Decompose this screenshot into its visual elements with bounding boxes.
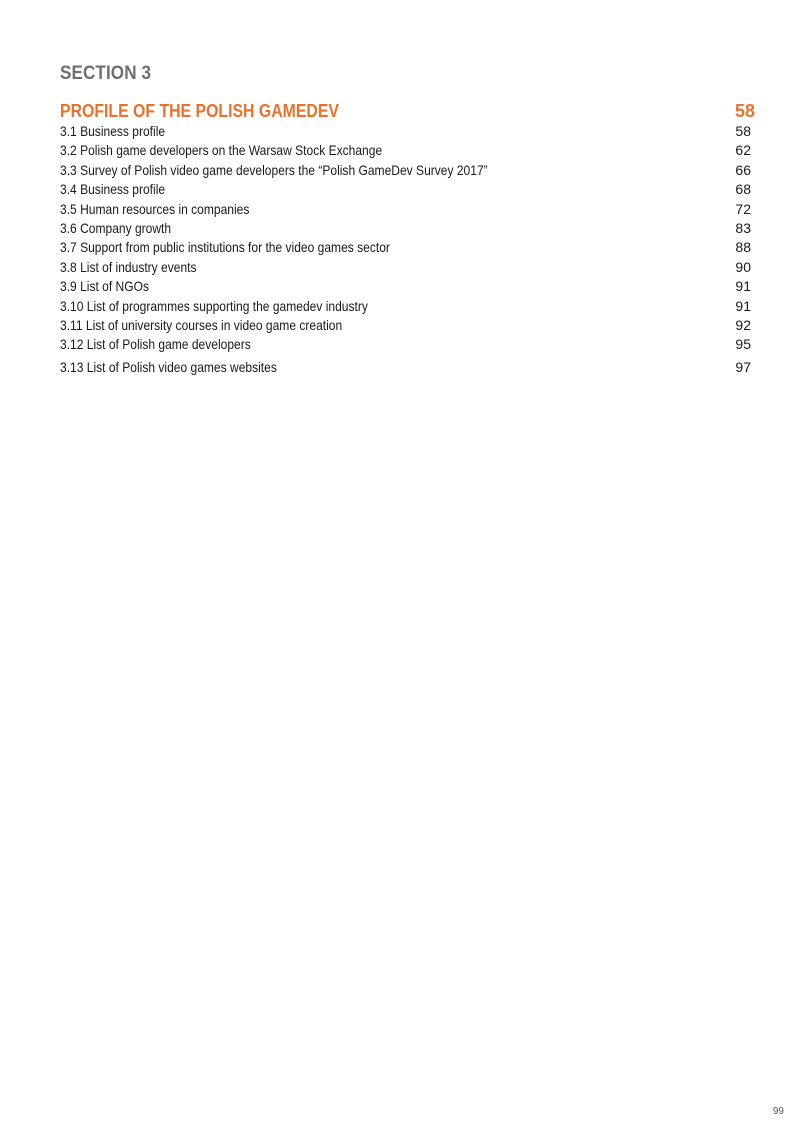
toc-entry[interactable] [60, 277, 751, 296]
section-label: SECTION 3 [60, 63, 152, 84]
toc-entry-page: 62 [735, 142, 751, 159]
toc-entry-page: 95 [735, 336, 751, 353]
toc-entry-title: 3.12 List of Polish game developers [60, 336, 251, 353]
toc-entry-page: 66 [735, 161, 751, 178]
toc-entry-title: 3.6 Company growth [60, 219, 172, 236]
toc-entry-page: 58 [735, 123, 751, 139]
toc-entry-title: 3.2 Polish game developers on the Warsaw Stock Exchange [60, 142, 383, 159]
toc-entry-title: 3.5 Human resources in companies [60, 200, 250, 217]
page-number: 99 [772, 1106, 784, 1117]
toc-entry-page: 92 [735, 316, 751, 333]
toc-entry-title: 3.10 List of programmes supporting the gamedev industry [60, 297, 368, 314]
toc-entry[interactable] [60, 297, 751, 316]
toc-entry-title: 3.3 Survey of Polish video game developers the “Polish GameDev Survey 2017” [60, 161, 488, 178]
toc-entry-page: 91 [735, 278, 751, 295]
table-of-contents [60, 122, 751, 377]
toc-entry-title: 3.7 Support from public institutions for the video games sector [60, 239, 390, 256]
toc-entry-title: 3.4 Business profile [60, 181, 166, 198]
toc-entry[interactable] [60, 219, 751, 238]
section-heading-title: PROFILE OF THE POLISH GAMEDEV [60, 101, 339, 121]
toc-entry-title: 3.8 List of industry events [60, 258, 197, 275]
toc-entry-page: 88 [735, 239, 751, 256]
toc-entry-title: 3.9 List of NGOs [60, 278, 149, 295]
toc-entry[interactable] [60, 258, 751, 277]
toc-entry-page: 91 [735, 297, 751, 314]
toc-entry[interactable] [60, 358, 751, 377]
section-heading[interactable] [60, 100, 755, 122]
toc-entry[interactable] [60, 200, 751, 219]
toc-entry[interactable] [60, 161, 751, 180]
toc-entry-page: 68 [735, 181, 751, 198]
toc-entry[interactable] [60, 180, 751, 199]
toc-entry-page: 83 [735, 219, 751, 236]
toc-entry-page: 90 [735, 258, 751, 275]
toc-entry[interactable] [60, 316, 751, 335]
toc-entry[interactable] [60, 335, 751, 354]
toc-entry-title: 3.11 List of university courses in video game creation [60, 316, 343, 333]
toc-entry-page: 97 [735, 358, 751, 375]
toc-entry[interactable] [60, 141, 751, 160]
toc-entry-title: 3.1 Business profile [60, 123, 166, 139]
toc-entry-title: 3.13 List of Polish video games websites [60, 358, 277, 375]
section-heading-page: 58 [734, 101, 755, 121]
toc-entry-page: 72 [735, 200, 751, 217]
toc-entry[interactable] [60, 238, 751, 257]
toc-entry[interactable] [60, 122, 751, 141]
